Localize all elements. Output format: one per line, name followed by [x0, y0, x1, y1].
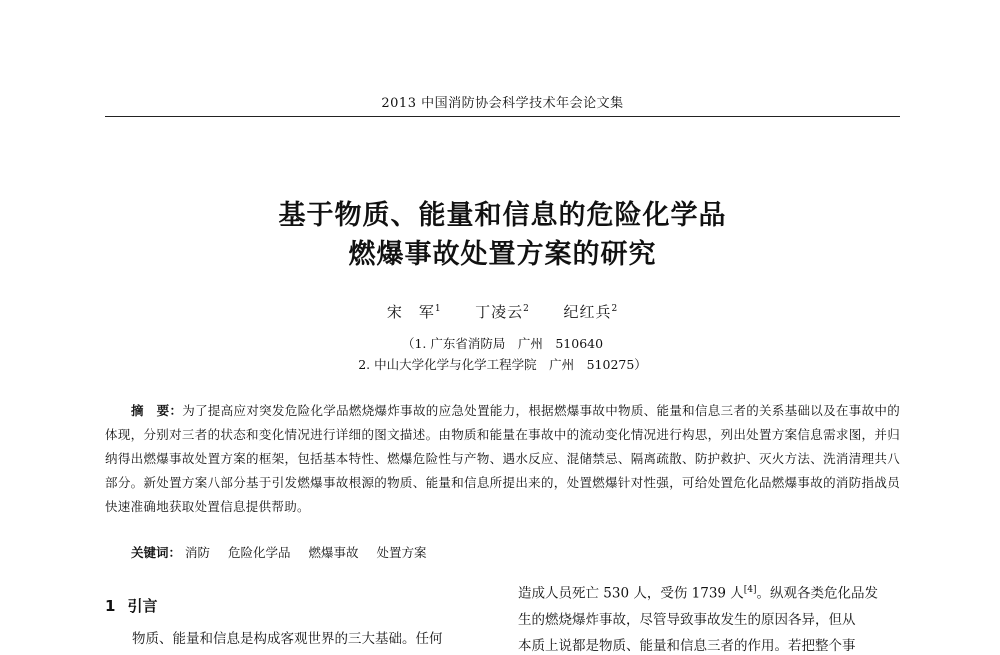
affiliation-2: 2. 中山大学化学与化学工程学院 广州 510275） [358, 357, 647, 372]
abstract-label: 摘 要： [131, 403, 183, 418]
left-column [105, 590, 490, 652]
author-name: 丁凌云 [475, 303, 524, 321]
author-name: 宋 军 [386, 303, 435, 321]
keyword: 处置方案 [376, 545, 427, 560]
body-text: 造成人员死亡 530 人，受伤 1739 人 [518, 585, 744, 602]
keyword: 危险化学品 [228, 545, 291, 560]
body-line: 生的燃烧爆炸事故，尽管导致事故发生的原因各异，但从 [518, 611, 856, 628]
affiliation-1: （1. 广东省消防局 广州 510640 [401, 336, 604, 351]
header-rule [105, 116, 900, 117]
section-number: 1 [105, 597, 116, 615]
keywords-label: 关键词： [131, 545, 182, 560]
keyword: 燃爆事故 [308, 545, 359, 560]
running-header: 2013 中国消防协会科学技术年会论文集 [381, 96, 624, 111]
keywords [131, 543, 900, 563]
section-heading [105, 594, 490, 618]
body-text: 。纵观各类危化品发 [756, 585, 879, 602]
body-line [518, 577, 900, 607]
section-title: 引言 [127, 597, 158, 615]
right-column [518, 577, 900, 655]
citation: [4] [743, 585, 757, 595]
author-list [105, 301, 900, 322]
body-line: 本质上说都是物质、能量和信息三者的作用。若把整个事 [518, 637, 856, 654]
paper-title-line-1: 基于物质、能量和信息的危险化学品 [278, 200, 727, 231]
body-paragraph: 物质、能量和信息是构成客观世界的三大基础。任何 [132, 631, 443, 647]
author-affiliation-mark: 1 [434, 304, 442, 314]
author-affiliation-mark: 2 [523, 304, 530, 314]
author-name: 纪红兵 [563, 303, 612, 321]
author-affiliation-mark: 2 [611, 304, 619, 314]
paper-title-line-2: 燃爆事故处置方案的研究 [348, 239, 657, 270]
keyword: 消防 [185, 545, 211, 560]
abstract-text: 为了提高应对突发危险化学品燃烧爆炸事故的应急处置能力，根据燃爆事故中物质、能量和信息三者的关系基础以及在事故中的体现，分别对三者的状态和变化情况进行详细的图文描述。由物质和能量在事故中的流动变化情况进行构思，列出处置方案信息需求图，并归纳得出燃爆事故处置方案的框架，包括基本特性、燃爆危险性与产物、遇水反应、混储禁忌、隔离疏散、防护救护、灭火方法、洗消清理共八部分。新处置方案八部分基于引发燃爆事故根源的物质、能量和信息所提出来的，处置燃爆针对性强，可给处置危化品燃爆事故的消防指战员快速准确地获取处置信息提供帮助。 [105, 403, 901, 514]
abstract [105, 399, 900, 519]
